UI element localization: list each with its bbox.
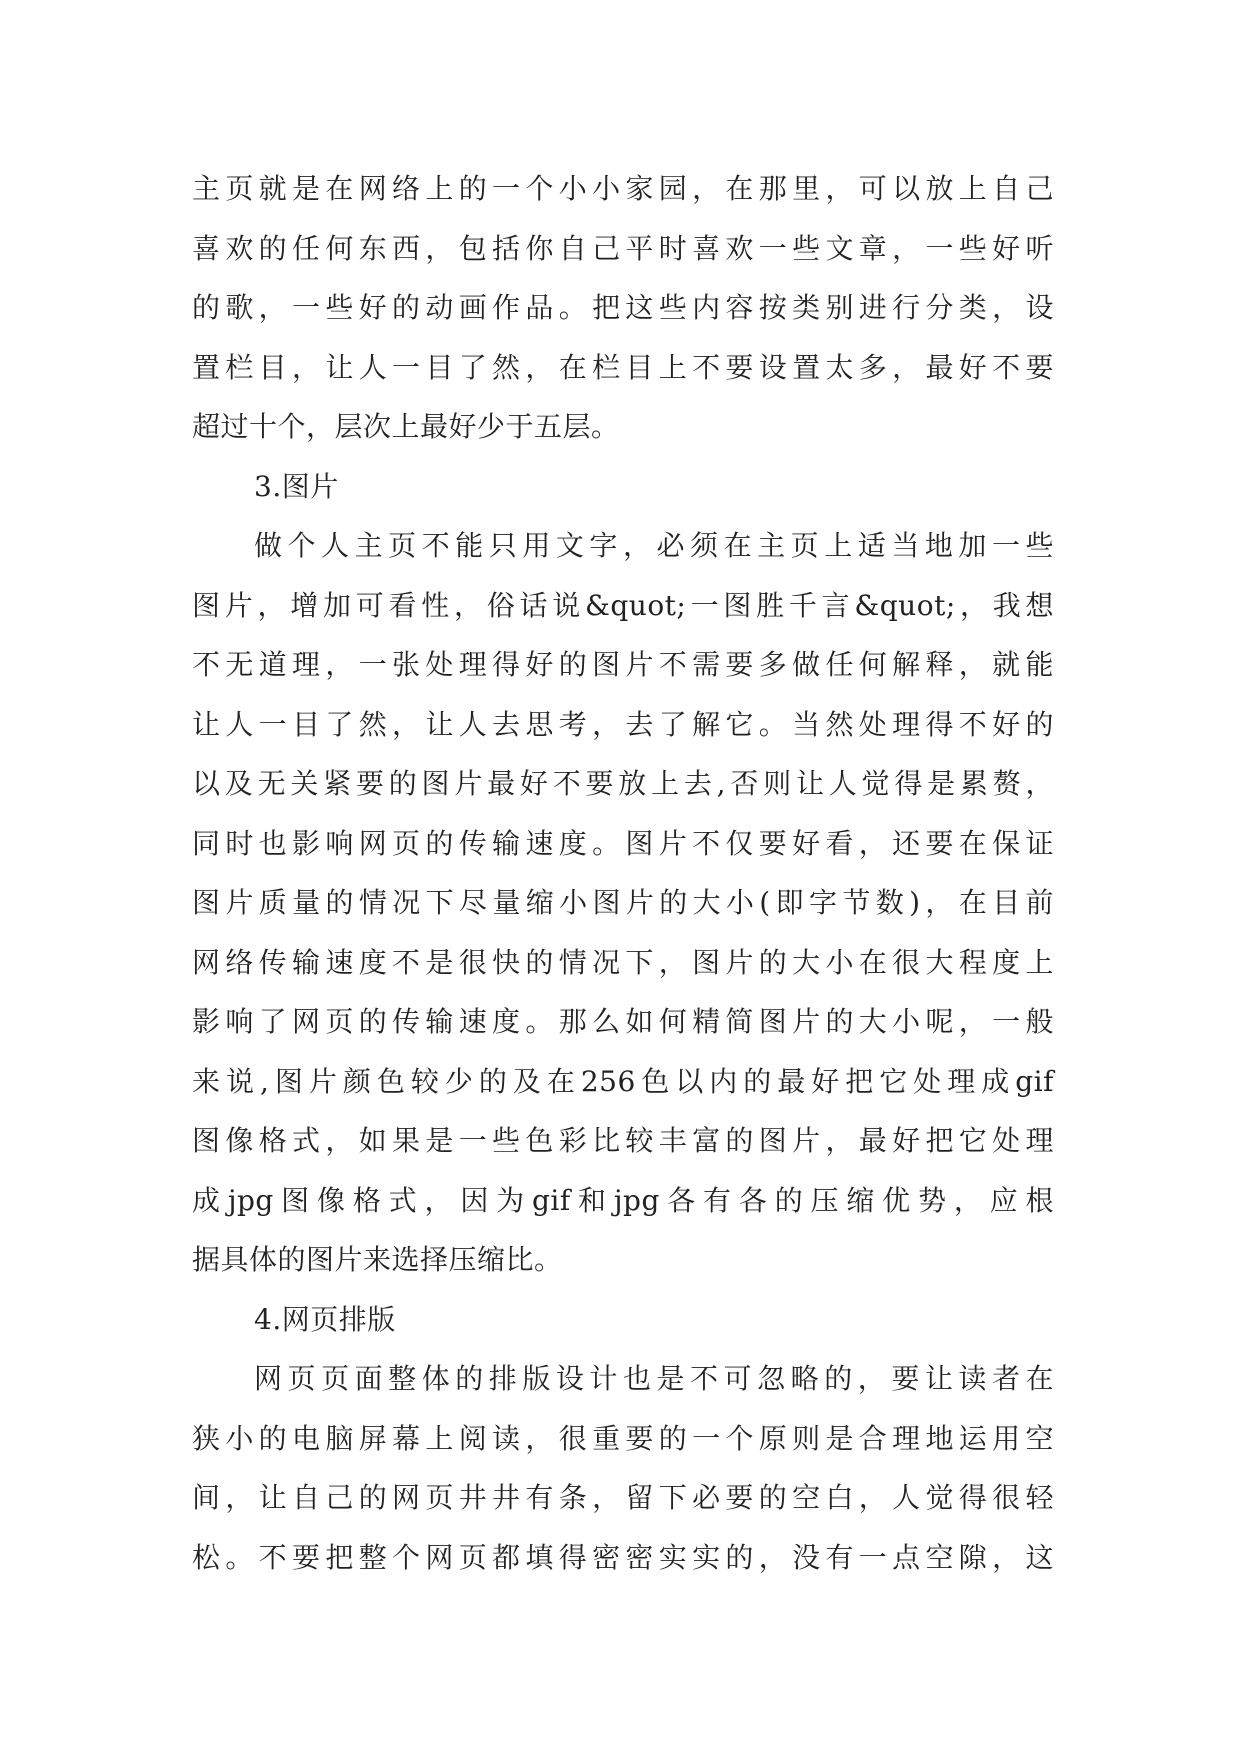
section-heading: 3.图片 (254, 469, 339, 503)
paragraph-line: 置栏目，让人一目了然，在栏目上不要设置太多，最好不要 (192, 350, 1054, 384)
paragraph-line: 来说,图片颜色较少的及在256色以内的最好把它处理成gif (192, 1064, 1054, 1098)
paragraph-line: 图片，增加可看性，俗话说&quot;一图胜千言&quot;，我想 (192, 588, 1054, 622)
paragraph-line: 图片质量的情况下尽量缩小图片的大小(即字节数)，在目前 (192, 886, 1054, 919)
paragraph-line: 网络传输速度不是很快的情况下，图片的大小在很大程度上 (192, 945, 1054, 979)
document-body (192, 159, 1054, 1587)
paragraph-line: 影响了网页的传输速度。那么如何精简图片的大小呢，一般 (192, 1005, 1054, 1038)
paragraph-line: 不无道理，一张处理得好的图片不需要多做任何解释，就能 (192, 648, 1054, 681)
paragraph-line: 据具体的图片来选择压缩比。 (192, 1243, 563, 1276)
paragraph-line: 同时也影响网页的传输速度。图片不仅要好看，还要在保证 (192, 826, 1054, 860)
paragraph-line: 松。不要把整个网页都填得密密实实的，没有一点空隙，这 (192, 1540, 1054, 1574)
paragraph-line: 超过十个，层次上最好少于五层。 (192, 410, 620, 443)
paragraph-line: 间，让自己的网页井井有条，留下必要的空白，人觉得很轻 (192, 1481, 1054, 1514)
paragraph-line: 以及无关紧要的图片最好不要放上去,否则让人觉得是累赘， (192, 767, 1054, 800)
paragraph-line: 做个人主页不能只用文字，必须在主页上适当地加一些 (254, 529, 1054, 562)
paragraph-line: 成jpg图像格式，因为gif和jpg各有各的压缩优势，应根 (192, 1183, 1054, 1217)
paragraph-line: 喜欢的任何东西，包括你自己平时喜欢一些文章，一些好听 (192, 231, 1054, 265)
paragraph-line: 图像格式，如果是一些色彩比较丰富的图片，最好把它处理 (192, 1124, 1054, 1157)
section-heading: 4.网页排版 (254, 1302, 396, 1336)
paragraph-line: 狭小的电脑屏幕上阅读，很重要的一个原则是合理地运用空 (192, 1421, 1054, 1455)
paragraph-line: 让人一目了然，让人去思考，去了解它。当然处理得不好的 (192, 707, 1054, 741)
paragraph-line: 的歌，一些好的动画作品。把这些内容按类别进行分类，设 (192, 291, 1054, 324)
paragraph-line: 主页就是在网络上的一个小小家园，在那里，可以放上自己 (192, 172, 1054, 205)
paragraph-line: 网页页面整体的排版设计也是不可忽略的，要让读者在 (254, 1362, 1054, 1395)
